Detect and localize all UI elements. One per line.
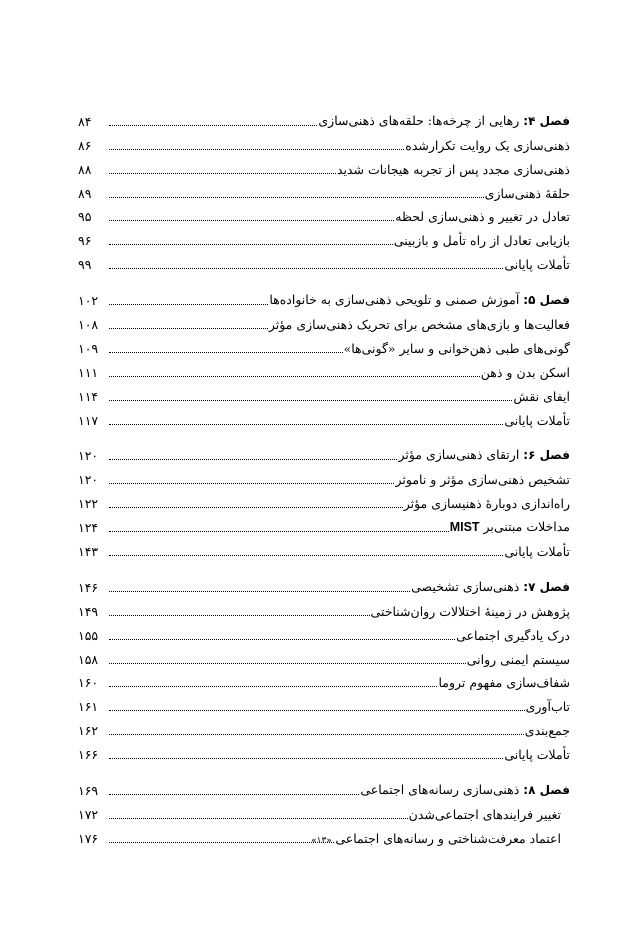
entry-title-text: جمع‌بندی (524, 723, 570, 739)
dot-leader (109, 244, 393, 245)
entry-title-text: تشخیص ذهنی‌سازی مؤثر و ناموثر (395, 472, 570, 488)
entry-title-text: اعتماد معرفت‌شناختی و رسانه‌های اجتماعی (335, 830, 561, 846)
entry-title-text: بازیابی تعادل از راه تأمل و بازبینی (393, 233, 570, 249)
toc-entry-title (504, 544, 570, 559)
dot-leader (109, 328, 268, 329)
dot-leader (109, 400, 512, 401)
toc-entry-title (360, 782, 570, 798)
toc-page-number: ۹۵ (78, 209, 92, 225)
toc-section-entry[interactable] (78, 535, 570, 559)
toc-entry-title (318, 113, 570, 129)
entry-title-bold: MIST (449, 520, 480, 535)
toc-section-entry[interactable] (78, 643, 570, 667)
toc-page-number: ۱۶۲ (78, 723, 99, 739)
toc-section-entry[interactable] (78, 356, 570, 380)
toc-section-entry[interactable] (78, 487, 570, 511)
toc-entry-title (504, 257, 570, 272)
toc-chapter-entry[interactable] (78, 284, 570, 308)
entry-title-text: ارتقای ذهنی‌سازی مؤثر (398, 447, 524, 463)
toc-entry-title (450, 519, 570, 535)
dot-leader (109, 125, 317, 126)
chapter-gap (78, 559, 570, 571)
toc-entry-title (467, 652, 570, 667)
toc-entry-title (504, 747, 570, 762)
entry-title-text: حلقهٔ ذهنی‌سازی (484, 185, 570, 201)
toc-page-number: ۸۶ (78, 137, 92, 153)
toc-page-number: ۹۶ (78, 233, 92, 249)
dot-leader (109, 555, 503, 556)
toc-entry-title (411, 579, 570, 595)
dot-leader (109, 794, 359, 795)
toc-page-number: ۱۶۱ (78, 699, 99, 715)
dot-leader (109, 268, 503, 269)
entry-title-text: تأملات پایانی (504, 257, 570, 273)
dot-leader (109, 376, 480, 377)
dot-leader (109, 531, 449, 532)
toc-section-entry[interactable] (78, 224, 570, 248)
toc-entry-title (344, 341, 570, 356)
toc-section-entry[interactable] (78, 332, 570, 356)
entry-title-text: راه‌اندازی دوبارهٔ ذهنیسازی مؤثر (403, 496, 570, 512)
toc-section-entry[interactable] (78, 248, 570, 272)
toc-entry-title (269, 292, 570, 308)
dot-leader (109, 459, 397, 460)
toc-page-number: ۱۷۲ (78, 806, 99, 822)
dot-leader (109, 734, 524, 735)
entry-title-text: فعالیت‌ها و بازی‌های مشخص برای تحریک ذهنی‌سازی مؤثر (268, 317, 570, 333)
toc-section-entry[interactable] (78, 595, 570, 619)
toc-page-number: ۱۴۹ (78, 603, 99, 619)
dot-leader (109, 220, 394, 221)
toc-chapter-entry[interactable] (78, 571, 570, 595)
toc-section-entry[interactable] (78, 404, 570, 428)
table-of-contents (78, 105, 570, 846)
toc-section-entry[interactable] (78, 798, 570, 822)
toc-entry-title (456, 628, 570, 643)
entry-title-text: شفاف‌سازی مفهوم تروما (438, 675, 570, 691)
entry-title-text: ذهنی‌سازی مجدد پس از تجربه هیجانات شدید (336, 161, 570, 177)
entry-title-text: تغییر فرایندهای اجتماعی‌شدن (408, 806, 561, 822)
toc-section-entry[interactable] (78, 177, 570, 201)
toc-section-entry[interactable] (78, 738, 570, 762)
toc-entry-title (526, 699, 570, 714)
toc-section-entry[interactable] (78, 667, 570, 691)
entry-title-text: سیستم ایمنی روانی (466, 651, 570, 667)
chapter-gap (78, 762, 570, 774)
toc-page-number: ۱۲۴ (78, 520, 99, 536)
chapter-label: فصل ۶: (523, 448, 570, 463)
toc-entry-title (395, 472, 570, 487)
entry-title-text: تاب‌آوری (525, 699, 570, 715)
entry-title-text: درک یادگیری اجتماعی (456, 627, 570, 643)
entry-title-text: آموزش صمنی و تلویحی ذهنی‌سازی به خانواده‌ها (269, 292, 524, 308)
dot-leader (109, 352, 343, 353)
entry-title-text: رهایی از چرخه‌ها: حلقه‌های ذهنی‌سازی (318, 112, 524, 128)
toc-page-number: ۸۹ (78, 185, 92, 201)
dot-leader (109, 591, 410, 592)
dot-leader (109, 424, 503, 425)
toc-entry-title (394, 233, 570, 248)
dot-leader (109, 197, 484, 198)
toc-page-number: ۱۴۶ (78, 579, 99, 595)
toc-entry-title (438, 675, 570, 690)
toc-section-entry[interactable] (78, 690, 570, 714)
entry-title-text: تعادل در تغییر و ذهنی‌سازی لحظه (395, 209, 570, 225)
toc-page-number: ۸۴ (78, 113, 92, 129)
chapter-label: فصل ۴: (523, 113, 570, 128)
toc-chapter-entry[interactable] (78, 774, 570, 798)
dot-leader (109, 686, 437, 687)
toc-section-entry[interactable] (78, 463, 570, 487)
toc-chapter-entry[interactable] (78, 440, 570, 464)
toc-page-number: ۱۰۲ (78, 293, 99, 309)
entry-title-text: مداخلات مبتنی‌بر (479, 519, 570, 535)
dot-leader (109, 149, 404, 150)
toc-entry-title (481, 365, 570, 380)
dot-leader (109, 173, 336, 174)
dot-leader (109, 710, 525, 711)
entry-title-text: ذهنی‌سازی یک روایت تکرارشده (405, 137, 570, 153)
entry-title-text: ذهنی‌سازی رسانه‌های اجتماعی (360, 782, 524, 798)
chapter-label: فصل ۷: (523, 579, 570, 594)
toc-page-number: ۱۱۴ (78, 388, 99, 404)
toc-page-number: ۹۹ (78, 257, 92, 273)
toc-chapter-entry[interactable] (78, 105, 570, 129)
entry-title-text: ذهنی‌سازی تشخیصی (411, 578, 524, 594)
entry-title-text: گونی‌های طبی ذهن‌خوانی و سایر «گونی‌ها» (343, 340, 570, 356)
dot-leader (109, 615, 370, 616)
toc-entry-title (395, 209, 570, 224)
entry-title-text: اسکن بدن و ذهن (480, 364, 570, 380)
entry-title-text: تأملات پایانی (504, 544, 570, 560)
toc-entry-title (404, 496, 570, 511)
toc-page-number: ۱۴۳ (78, 544, 99, 560)
entry-title-text: تأملات پایانی (504, 412, 570, 428)
chapter-label: فصل ۵: (523, 293, 570, 308)
toc-page-number: ۱۲۲ (78, 496, 99, 512)
entry-title-text: تأملات پایانی (504, 747, 570, 763)
toc-section-entry[interactable] (78, 201, 570, 225)
entry-title-text: ایفای نقش (513, 388, 570, 404)
chapter-gap (78, 428, 570, 440)
toc-section-entry[interactable] (78, 714, 570, 738)
dot-leader (109, 483, 394, 484)
toc-page-number: ۱۵۸ (78, 651, 99, 667)
toc-page-number: ۱۵۵ (78, 627, 99, 643)
toc-page-number: ۱۶۹ (78, 783, 99, 799)
toc-page-number: ۱۲۰ (78, 472, 99, 488)
dot-leader (109, 663, 466, 664)
toc-page-number: ۱۰۹ (78, 340, 99, 356)
toc-section-entry[interactable] (78, 619, 570, 643)
toc-page-number: ۱۶۰ (78, 675, 99, 691)
page-number: «۱۳» (311, 836, 332, 846)
dot-leader (109, 507, 403, 508)
toc-entry-title (337, 162, 570, 177)
chapter-label: فصل ۸: (523, 783, 570, 798)
toc-page-number: ۸۸ (78, 161, 92, 177)
dot-leader (109, 758, 503, 759)
toc-entry-title (485, 186, 570, 201)
toc-page-number: ۱۲۰ (78, 448, 99, 464)
entry-title-text: پژوهش در زمینهٔ اختلالات روان‌شناختی (370, 603, 570, 619)
toc-entry-title (269, 317, 570, 332)
dot-leader (109, 639, 455, 640)
chapter-gap (78, 272, 570, 284)
toc-section-entry[interactable] (78, 129, 570, 153)
toc-entry-title (405, 138, 570, 153)
toc-entry-title (513, 389, 570, 404)
toc-entry-title (371, 604, 570, 619)
toc-page-number: ۱۱۷ (78, 412, 99, 428)
toc-page-number: ۱۱۱ (78, 364, 99, 380)
toc-section-entry[interactable] (78, 153, 570, 177)
toc-entry-title (409, 807, 570, 822)
toc-section-entry[interactable] (78, 308, 570, 332)
toc-page-number: ۱۰۸ (78, 317, 99, 333)
toc-entry-title (504, 413, 570, 428)
toc-section-entry[interactable] (78, 511, 570, 535)
toc-entry-title (525, 723, 570, 738)
toc-entry-title (398, 447, 570, 463)
dot-leader (109, 818, 408, 819)
dot-leader (109, 304, 268, 305)
toc-section-entry[interactable] (78, 380, 570, 404)
toc-page-number: ۱۷۶ (78, 830, 99, 846)
toc-page-number: ۱۶۶ (78, 747, 99, 763)
